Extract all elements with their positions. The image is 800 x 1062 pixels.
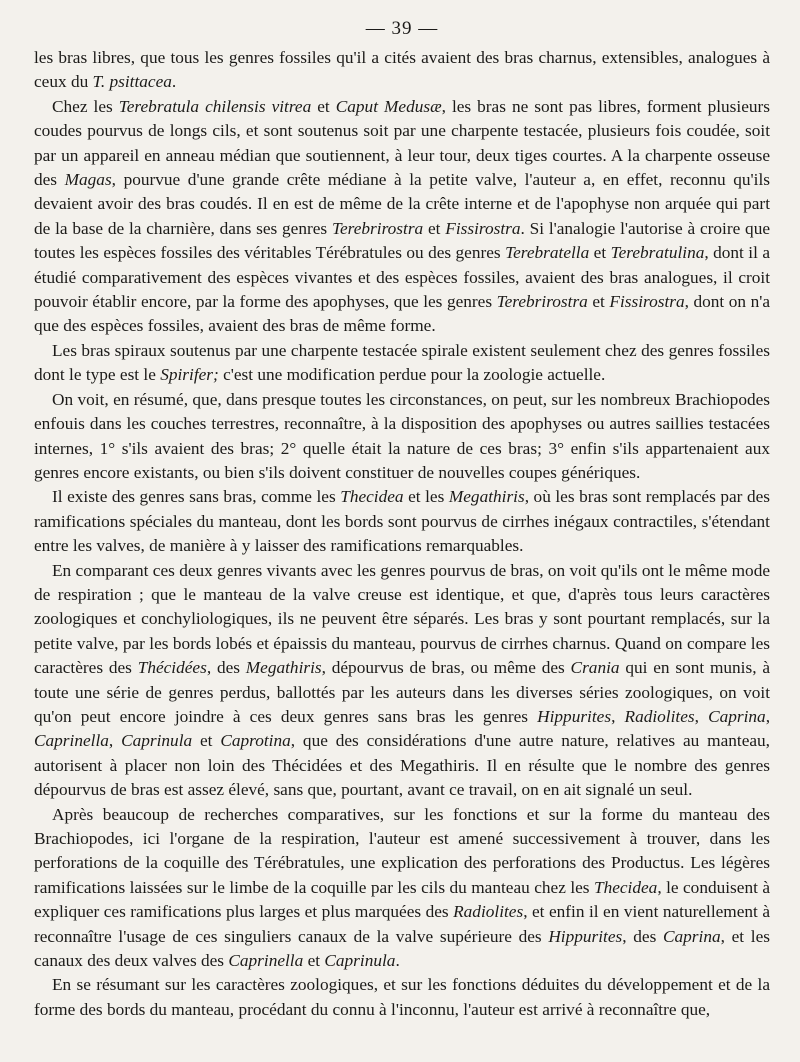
italic-term: Megathiris bbox=[245, 658, 322, 678]
text-segment: et bbox=[303, 951, 325, 971]
paragraph bbox=[34, 559, 770, 803]
text-segment: , des bbox=[206, 658, 246, 678]
text-segment: Les bras spiraux soutenus par une charpente testacée spirale existent seulement chez des genres fossiles dont le type est le bbox=[34, 340, 770, 385]
text-segment: , bbox=[108, 731, 122, 751]
italic-term: Caprotina bbox=[220, 731, 291, 751]
text-segment: , bbox=[611, 706, 625, 726]
italic-term: Terebratula chilensis vitrea bbox=[118, 96, 312, 116]
text-segment: c'est une modification perdue pour la zoologie actuelle. bbox=[218, 365, 606, 385]
paragraph bbox=[34, 803, 770, 974]
italic-term: Fissirostra bbox=[609, 292, 685, 312]
italic-term: Thecidea bbox=[593, 877, 658, 897]
italic-term: Megathiris bbox=[448, 487, 525, 507]
italic-term: Caprinella bbox=[228, 951, 304, 971]
text-segment: Chez les bbox=[52, 96, 119, 116]
italic-term: Spirifer; bbox=[160, 365, 219, 385]
italic-term: Caprina bbox=[708, 706, 766, 726]
text-segment: En comparant ces deux genres vivants avec les genres pourvus de bras, on voit qu'ils ont le même mode de respiration ; que le manteau de la valve creuse est identique, et que, d'après tous leurs caractères zoologiques et conchyliologiques, ils ne peuvent être séparés. Les bras y sont pourtant remplacés, sur la petite valve, par les bords lobés et épaissis du manteau, pourvus de cirrhes charnus. Quand on compare les caractères des bbox=[34, 560, 770, 678]
text-segment: et les bbox=[403, 487, 449, 507]
paragraph bbox=[34, 46, 770, 95]
italic-term: Terebrirostra bbox=[496, 292, 588, 312]
text-segment: et bbox=[589, 243, 611, 263]
text-segment: , et les canaux des deux valves des bbox=[34, 926, 770, 971]
text-segment: et bbox=[423, 218, 446, 238]
italic-term: Caprinella bbox=[34, 731, 109, 751]
text-segment: En se résumant sur les caractères zoologiques, et sur les fonctions déduites du développement et de la forme des bords du manteau, procédant du connu à l'inconnu, l'auteur est arrivé à reconnaître que, bbox=[34, 975, 770, 1019]
italic-term: Caprinula bbox=[324, 951, 396, 971]
text-segment: , que des considérations d'une autre nature, relatives au manteau, autorisent à placer non loin des Thécidées et des Megathiris. Il en résulte que le nombre des genres dépourvus de bras est assez élevé, sans que, pourtant, avant ce travail, on en ait signalé un seul. bbox=[34, 731, 770, 800]
italic-term: Terebratella bbox=[505, 243, 590, 263]
italic-term: Terebratulina bbox=[610, 243, 705, 263]
paragraph bbox=[34, 95, 770, 339]
text-segment: . bbox=[395, 951, 400, 971]
italic-term: Thécidées bbox=[137, 658, 207, 678]
italic-term: Hippurites bbox=[548, 926, 623, 946]
text-segment: , bbox=[765, 706, 771, 726]
text-segment: . Si l'analogie l'autorise à croire que toutes les espèces fossiles des véritables Térébratules ou des genres bbox=[34, 218, 770, 263]
paragraph bbox=[34, 485, 770, 558]
text-segment: . bbox=[171, 72, 177, 92]
text-segment: , des bbox=[622, 926, 663, 946]
text-segment: Il existe des genres sans bras, comme les bbox=[52, 487, 341, 507]
italic-term: Fissirostra bbox=[445, 218, 521, 238]
italic-term: Magas bbox=[64, 170, 112, 190]
text-segment: , les bras ne sont pas libres, forment plusieurs coudes pourvus de longs cils, et sont soutenus soit par une charpente testacée, plusieurs fois coudée, soit par un appareil en anneau médian que soutiennent, à leur tour, deux tiges courtes. A la charpente osseuse des bbox=[34, 96, 771, 190]
italic-term: Radiolites bbox=[624, 706, 695, 726]
paragraph bbox=[34, 339, 770, 388]
italic-term: Caprina bbox=[663, 926, 721, 946]
italic-term: Terebrirostra bbox=[331, 218, 424, 238]
text-segment: et bbox=[587, 292, 610, 312]
italic-term: T. psittacea bbox=[92, 72, 172, 92]
text-segment: , où les bras sont remplacés par des ramifications spéciales du manteau, dont les bords sont pourvus de cirrhes inégaux contractiles, s'étendant entre les valves, de manière à y laisser des ramifications remarquables. bbox=[34, 487, 770, 556]
text-segment: On voit, en résumé, que, dans presque toutes les circonstances, on peut, sur les nombreux Brachiopodes enfouis dans les couches terrestres, reconnaître, à la disposition des apophyses ou autres saillies testacées internes, 1° s'ils avaient des bras; 2° quelle était la nature de ces bras; 3° enfin s'ils appartenaient aux genres encore existants, ou bien s'ils doivent constituer de nouvelles coupes génériques. bbox=[34, 389, 770, 482]
italic-term: Caprinula bbox=[121, 731, 193, 751]
italic-term: Thecidea bbox=[340, 487, 404, 507]
page-number: — 39 — bbox=[365, 18, 439, 39]
italic-term: Radiolites bbox=[453, 902, 524, 922]
text-segment: , bbox=[694, 706, 709, 726]
text-segment: , dont on n'a que des espèces fossiles, avaient des bras de même forme. bbox=[34, 292, 770, 336]
body-text bbox=[34, 46, 770, 1022]
text-segment: et bbox=[311, 96, 336, 116]
text-segment: et bbox=[192, 731, 221, 751]
text-segment: , et enfin il en vient naturellement à reconnaître l'usage de ces singuliers canaux de la valve supérieure des bbox=[34, 902, 771, 946]
italic-term: Hippurites bbox=[537, 706, 612, 726]
text-segment: qui en sont munis, à toute une série de genres perdus, ballottés par les auteurs dans les diverses séries zoologiques, on voit qu'on peut encore joindre à ces deux genres sans bras les genres bbox=[34, 658, 770, 726]
italic-term: Crania bbox=[570, 658, 620, 678]
text-segment: , dépourvus de bras, ou même des bbox=[321, 658, 571, 678]
text-segment: , le conduisent à expliquer ces ramifications plus larges et plus marquées des bbox=[34, 877, 770, 922]
text-segment: Après beaucoup de recherches comparatives, sur les fonctions et sur la forme du manteau des Brachiopodes, ici l'organe de la respiration, l'auteur est amené successivement à trouver, dans les perforations de la coquille des Térébratules, une explication des perforations des Productus. Les légères ramifications laissées sur le limbe de la coquille par les cils du manteau chez les bbox=[34, 804, 770, 897]
text-segment: , dont il a étudié comparativement des espèces vivantes et des espèces fossiles, avaient des bras analogues, il croit pouvoir établir encore, par la forme des apophyses, que les genres bbox=[34, 243, 770, 312]
italic-term: Caput Medusæ bbox=[335, 96, 442, 116]
paragraph bbox=[34, 388, 770, 486]
paragraph bbox=[34, 973, 770, 1022]
text-segment: , pourvue d'une grande crête médiane à la petite valve, l'auteur a, en effet, reconnu qu'ils devaient avoir des bras coudés. Il en est de même de la crête interne et de l'apophyse non arquée qui part de la base de la charnière, dans ses genres bbox=[34, 170, 770, 238]
text-segment: les bras libres, que tous les genres fossiles qu'il a cités avaient des bras charnus, extensibles, analogues à ceux du bbox=[34, 48, 770, 92]
